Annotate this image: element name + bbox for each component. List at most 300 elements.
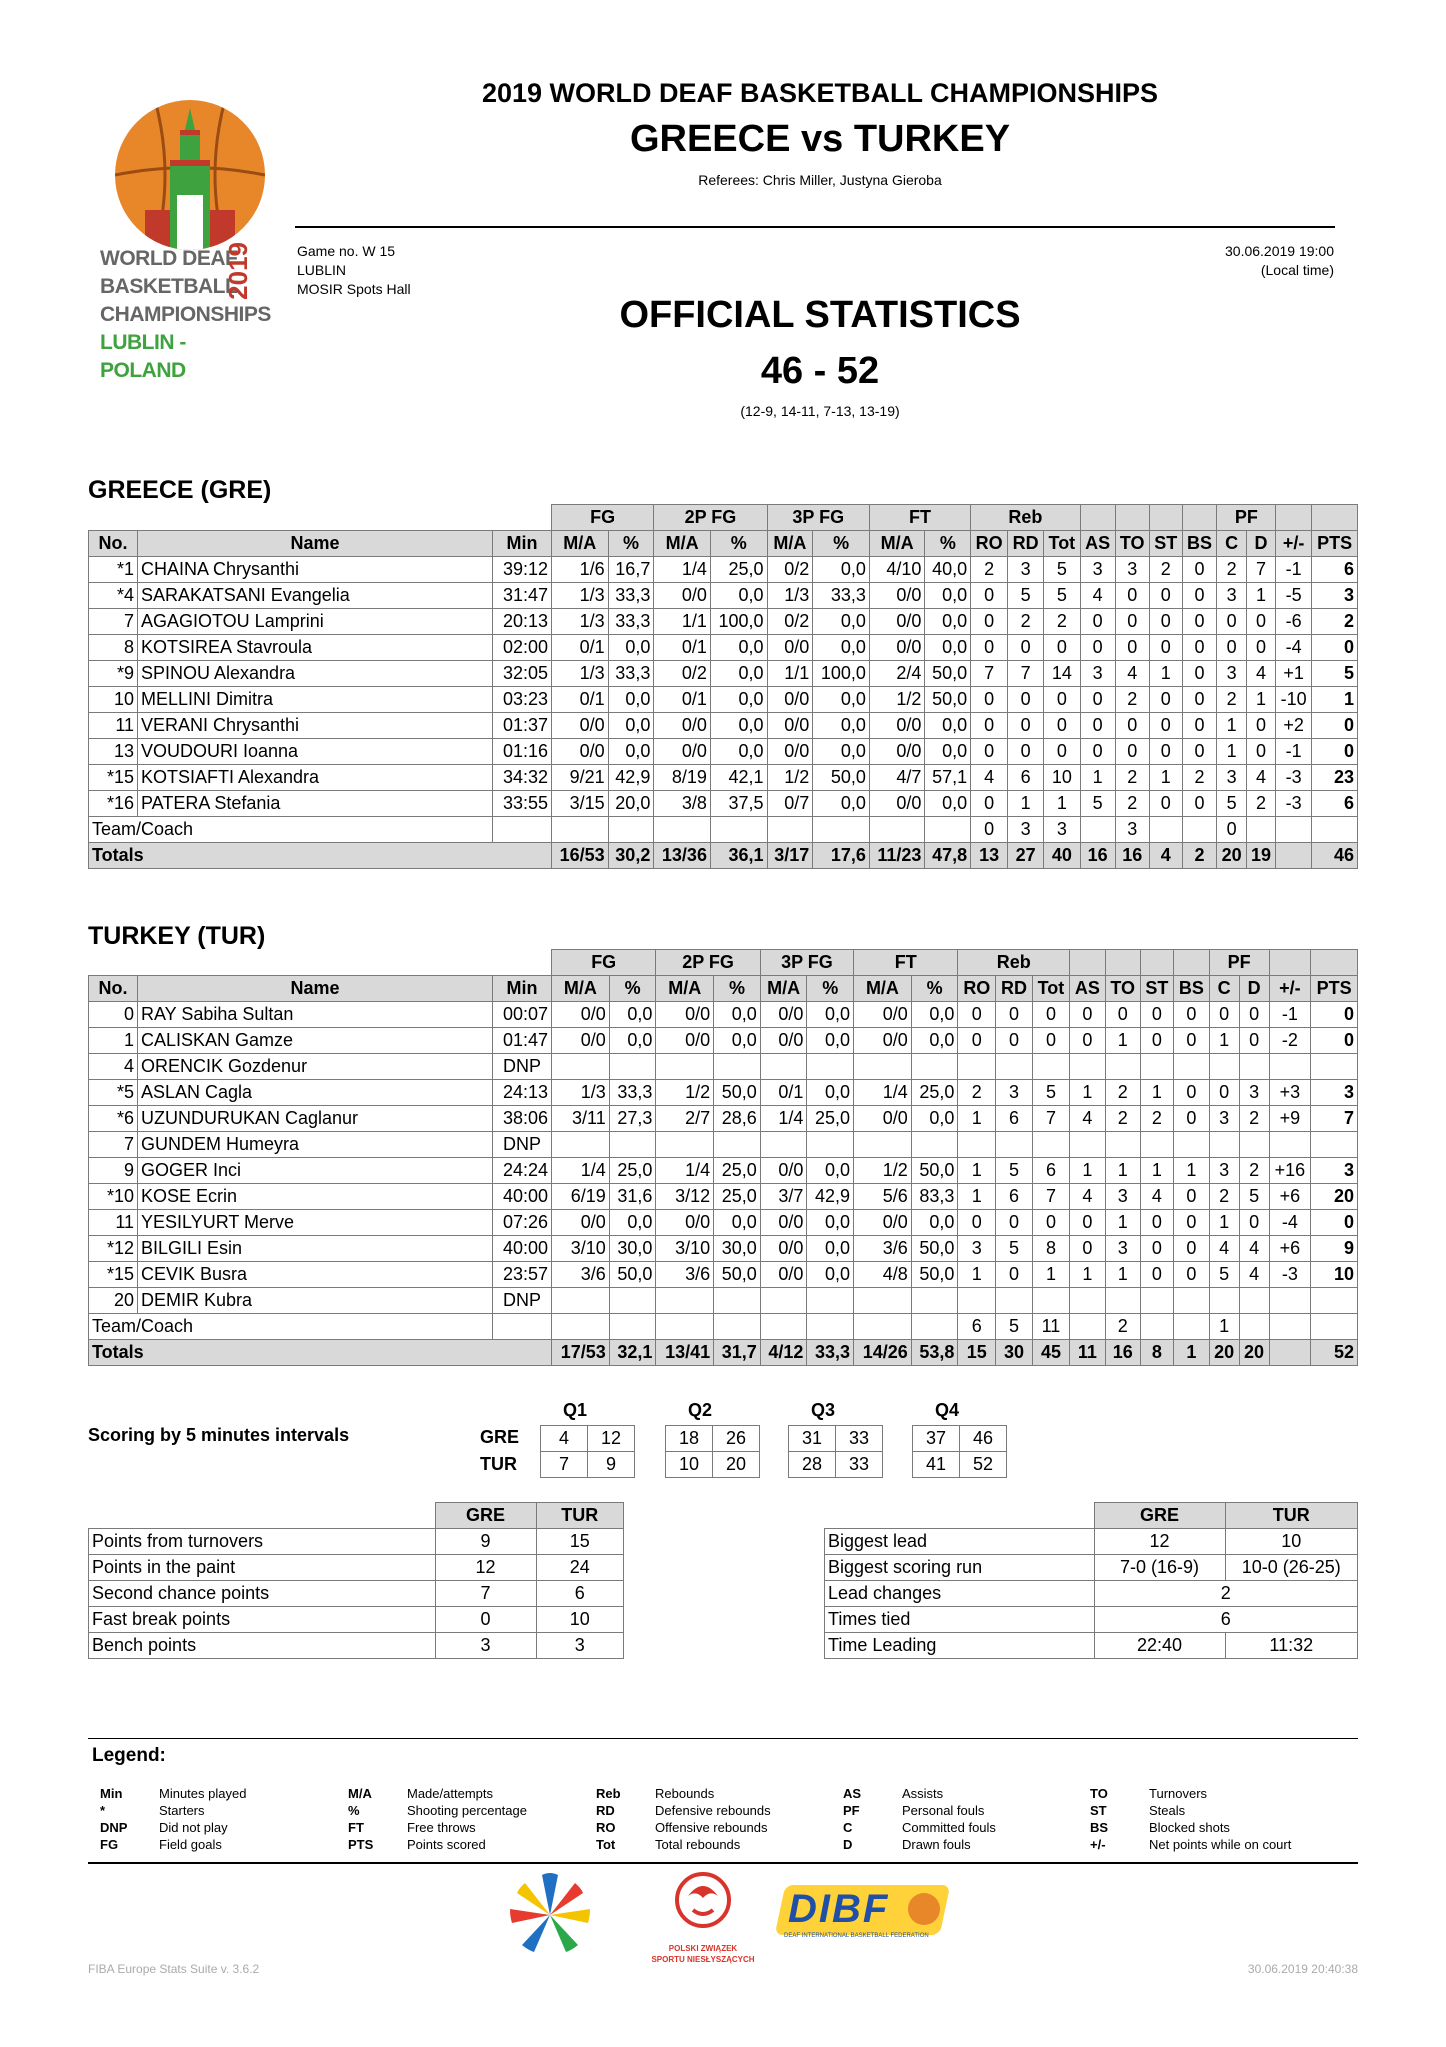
quarter-box: [665, 1425, 760, 1478]
player-stat: 0,0: [710, 661, 767, 687]
player-stat: 1: [1246, 583, 1275, 609]
player-stat: +1: [1276, 661, 1312, 687]
quarter-row-tur: [789, 1452, 883, 1478]
quarter-row-tur: [541, 1452, 635, 1478]
player-name: VERANI Chrysanthi: [138, 713, 493, 739]
empty-cell: [1140, 1288, 1173, 1314]
player-stat: 0/2: [654, 661, 711, 687]
player-stat: 1: [1149, 661, 1182, 687]
player-stat: 0/1: [654, 687, 711, 713]
player-stat: -3: [1269, 1262, 1311, 1288]
totals-value: 4/12: [760, 1340, 807, 1366]
player-row: [89, 557, 1358, 583]
player-stat: 0,0: [609, 1028, 656, 1054]
player-min: 40:00: [493, 1184, 552, 1210]
player-number: *16: [89, 791, 138, 817]
col-ro: RO: [971, 531, 1008, 557]
empty-cell: [1032, 1288, 1069, 1314]
legend-divider-bottom: [88, 1862, 1358, 1864]
player-stat: 0/0: [760, 1158, 807, 1184]
player-number: 11: [89, 1210, 138, 1236]
totals-value: 17/53: [552, 1340, 610, 1366]
player-row: [89, 1288, 1358, 1314]
empty-cell: [807, 1132, 854, 1158]
player-stat: 5: [1080, 791, 1115, 817]
player-number: 20: [89, 1288, 138, 1314]
player-stat: 5: [1044, 583, 1081, 609]
totals-row: [89, 1340, 1358, 1366]
col-name: Name: [138, 976, 493, 1002]
player-number: 8: [89, 635, 138, 661]
lead-label: Times tied: [825, 1607, 1095, 1633]
points-row: [89, 1529, 624, 1555]
empty-cell: [1105, 1288, 1140, 1314]
quarter-label: Q4: [934, 1400, 959, 1420]
player-stat: 0,0: [807, 1002, 854, 1028]
empty-cell: [1080, 817, 1115, 843]
col-pct: %: [911, 976, 958, 1002]
legend-abbr: %: [348, 1803, 360, 1818]
player-stat: 0,0: [807, 1080, 854, 1106]
player-stat: 0/0: [760, 1210, 807, 1236]
greece-stats-table: [88, 504, 1358, 869]
col-d: D: [1239, 976, 1269, 1002]
totals-value: 36,1: [710, 843, 767, 869]
points-tur: 24: [536, 1555, 624, 1581]
col-min: Min: [493, 976, 552, 1002]
col-group-group_fg: FG: [552, 950, 656, 976]
empty-cell: [714, 1288, 761, 1314]
player-stat: 2: [1239, 1158, 1269, 1184]
period-scores: (12-9, 14-11, 7-13, 13-19): [740, 403, 900, 419]
player-stat: 2/4: [869, 661, 925, 687]
empty-cell: [760, 1132, 807, 1158]
game-info: [297, 242, 411, 299]
player-stat: 0: [1044, 635, 1081, 661]
player-stat: 2: [1149, 557, 1182, 583]
player-stat: 3/15: [552, 791, 609, 817]
player-stat: 0: [1174, 1210, 1210, 1236]
player-stat: 1: [1105, 1262, 1140, 1288]
player-stat: 1/2: [767, 765, 813, 791]
points-tur: 15: [536, 1529, 624, 1555]
player-stat: 6: [1032, 1158, 1069, 1184]
player-stat: 0/0: [552, 1002, 610, 1028]
header-row-groups: [89, 505, 1358, 531]
interval-score: 33: [836, 1452, 883, 1478]
player-stat: 0: [1246, 635, 1275, 661]
player-stat: 0,0: [609, 1210, 656, 1236]
totals-value: 30: [996, 1340, 1033, 1366]
player-stat: 50,0: [925, 687, 971, 713]
empty-cell: [1032, 1132, 1069, 1158]
player-stat: 2: [1115, 791, 1149, 817]
player-stat: 0,0: [813, 609, 870, 635]
legend-abbr: D: [843, 1837, 853, 1852]
points-label: Points in the paint: [89, 1555, 436, 1581]
player-stat: 0: [1008, 713, 1044, 739]
lead-row-biggest_run: [825, 1555, 1358, 1581]
legend-desc: Points scored: [407, 1837, 486, 1852]
empty-cell: [552, 1054, 610, 1080]
player-row: [89, 1054, 1358, 1080]
totals-value: [1276, 843, 1312, 869]
empty-cell: [1032, 1054, 1069, 1080]
player-stat: -1: [1276, 557, 1312, 583]
empty-cell: [1070, 1288, 1106, 1314]
totals-value: 20: [1239, 1340, 1269, 1366]
footer-software: FIBA Europe Stats Suite v. 3.6.2: [88, 1962, 260, 1976]
player-stat: 0/2: [767, 557, 813, 583]
player-min: 40:00: [493, 1236, 552, 1262]
player-pts: 20: [1311, 1184, 1358, 1210]
pzsn-name: POLSKI ZWIĄZEK SPORTU NIESŁYSZĄCYCH: [651, 1944, 755, 1964]
player-stat: 33,3: [608, 583, 654, 609]
col-to: TO: [1105, 976, 1140, 1002]
player-pts: 1: [1312, 687, 1358, 713]
lead-tur: 10-0 (26-25): [1225, 1555, 1358, 1581]
player-number: 13: [89, 739, 138, 765]
lead-row-biggest_lead: [825, 1529, 1358, 1555]
totals-value: 20: [1217, 843, 1246, 869]
player-stat: 0: [1032, 1210, 1069, 1236]
totals-value: 16: [1105, 1340, 1140, 1366]
empty-cell: [1209, 1132, 1239, 1158]
legend-desc: Net points while on court: [1149, 1837, 1292, 1852]
player-stat: 1: [958, 1184, 996, 1210]
empty-cell: [552, 1288, 610, 1314]
empty-cell: [1105, 1054, 1140, 1080]
player-row: [89, 687, 1358, 713]
col-pm: +/-: [1269, 976, 1311, 1002]
empty-cell: [958, 1132, 996, 1158]
totals-value: 16/53: [552, 843, 609, 869]
player-pts: 3: [1311, 1158, 1358, 1184]
player-stat: 2: [1209, 1184, 1239, 1210]
player-stat: 0: [1080, 739, 1115, 765]
team-to: 2: [1105, 1314, 1140, 1340]
legend-abbr: FG: [100, 1837, 119, 1852]
player-row: [89, 1028, 1358, 1054]
player-min: 01:47: [493, 1028, 552, 1054]
totals-value: 4: [1149, 843, 1182, 869]
player-stat: 3/7: [760, 1184, 807, 1210]
empty-cell: [925, 817, 971, 843]
player-name: CALISKAN Gamze: [138, 1028, 493, 1054]
quarter-row-gre: [913, 1426, 1007, 1452]
player-stat: 5: [1217, 791, 1246, 817]
col-gre: GRE: [435, 1503, 536, 1529]
player-name: DEMIR Kubra: [138, 1288, 493, 1314]
totals-value: 1: [1174, 1340, 1210, 1366]
player-stat: 0,0: [813, 635, 870, 661]
player-stat: 0/0: [869, 583, 925, 609]
col-c: C: [1209, 976, 1239, 1002]
col-ma: M/A: [767, 531, 813, 557]
totals-value: 47,8: [925, 843, 971, 869]
empty-cell: [1209, 1288, 1239, 1314]
player-stat: 3: [1080, 557, 1115, 583]
empty-cell: [656, 1054, 714, 1080]
player-stat: 0: [958, 1028, 996, 1054]
totals-label: Totals: [89, 1340, 552, 1366]
player-pts: 6: [1312, 791, 1358, 817]
empty-cell: [609, 1132, 656, 1158]
player-stat: 25,0: [714, 1184, 761, 1210]
player-number: *10: [89, 1184, 138, 1210]
player-stat: 0,0: [807, 1028, 854, 1054]
player-row: [89, 1210, 1358, 1236]
legend-abbr: *: [100, 1803, 106, 1818]
col-group-group_fg: FG: [552, 505, 654, 531]
player-stat: 0: [1140, 1262, 1173, 1288]
points-gre: 12: [435, 1555, 536, 1581]
championship-logo: [100, 90, 280, 382]
col-group-group_2p: 2P FG: [656, 950, 760, 976]
empty-cell: [1311, 1054, 1358, 1080]
player-stat: 33,3: [609, 1080, 656, 1106]
player-stat: 0/0: [869, 635, 925, 661]
player-stat: 0: [1070, 1028, 1106, 1054]
empty-cell: [1239, 1054, 1269, 1080]
player-name: ASLAN Cagla: [138, 1080, 493, 1106]
empty-cell: [1311, 1132, 1358, 1158]
player-pts: 3: [1312, 583, 1358, 609]
player-stat: 1: [1070, 1158, 1106, 1184]
player-number: *12: [89, 1236, 138, 1262]
totals-value: 2: [1182, 843, 1217, 869]
player-row: [89, 635, 1358, 661]
legend-desc: Offensive rebounds: [655, 1820, 768, 1835]
player-stat: -1: [1269, 1002, 1311, 1028]
player-stat: 0,0: [911, 1028, 958, 1054]
empty-cell: [958, 1054, 996, 1080]
player-name: CEVIK Busra: [138, 1262, 493, 1288]
player-stat: 0: [1080, 713, 1115, 739]
player-stat: 0,0: [925, 609, 971, 635]
col-blank-as: [1070, 950, 1106, 976]
empty-cell: [911, 1288, 958, 1314]
player-stat: 3: [1105, 1184, 1140, 1210]
dibf-subtitle: DEAF INTERNATIONAL BASKETBALL FEDERATION: [784, 1933, 929, 1939]
player-stat: 1: [1105, 1158, 1140, 1184]
legend-abbr: +/-: [1090, 1837, 1106, 1852]
team-ro: 6: [958, 1314, 996, 1340]
player-stat: 1: [1140, 1158, 1173, 1184]
player-stat: 100,0: [813, 661, 870, 687]
player-stat: +6: [1269, 1236, 1311, 1262]
col-tur: TUR: [536, 1503, 624, 1529]
header-row-groups: [89, 950, 1358, 976]
player-name: GOGER Inci: [138, 1158, 493, 1184]
player-stat: 0,0: [813, 791, 870, 817]
player-min: 24:13: [493, 1080, 552, 1106]
legend-abbr: Reb: [596, 1786, 621, 1801]
legend-abbr: ST: [1090, 1803, 1107, 1818]
player-min: 39:12: [493, 557, 552, 583]
empty-cell: [1140, 1314, 1173, 1340]
team-ro: 0: [971, 817, 1008, 843]
player-stat: 3/8: [654, 791, 711, 817]
player-stat: 0,0: [609, 1002, 656, 1028]
player-stat: 3: [1217, 661, 1246, 687]
player-row: [89, 1002, 1358, 1028]
player-stat: 0: [996, 1002, 1033, 1028]
player-stat: 5: [1209, 1262, 1239, 1288]
empty-cell: [1239, 1132, 1269, 1158]
empty-cell: [656, 1132, 714, 1158]
player-stat: 2: [1140, 1106, 1173, 1132]
player-stat: 2: [1182, 765, 1217, 791]
player-stat: 2: [958, 1080, 996, 1106]
player-stat: 1/4: [854, 1080, 912, 1106]
col-blank-bs: [1182, 505, 1217, 531]
empty-cell: [760, 1314, 807, 1340]
col-blank-as: [1080, 505, 1115, 531]
player-stat: 0: [1105, 1002, 1140, 1028]
lead-header: [825, 1503, 1358, 1529]
player-stat: 0: [1217, 635, 1246, 661]
interval-score: 18: [666, 1426, 713, 1452]
player-stat: 0/0: [552, 739, 609, 765]
player-number: 7: [89, 609, 138, 635]
totals-value: 8: [1140, 1340, 1173, 1366]
col-bs: BS: [1182, 531, 1217, 557]
player-stat: 0/0: [854, 1028, 912, 1054]
player-stat: 2: [1044, 609, 1081, 635]
empty-cell: [1070, 1314, 1106, 1340]
quarter-label: Q2: [687, 1400, 712, 1420]
player-stat: 0: [971, 635, 1008, 661]
col-pct: %: [714, 976, 761, 1002]
player-stat: 50,0: [813, 765, 870, 791]
deaflympics-logo-icon: [505, 1870, 595, 1960]
quarter-box: [912, 1425, 1007, 1478]
interval-score: 46: [960, 1426, 1007, 1452]
totals-value: 31,7: [714, 1340, 761, 1366]
empty-cell: [609, 1054, 656, 1080]
player-stat: 0/0: [552, 713, 609, 739]
player-stat: 1/1: [654, 609, 711, 635]
col-tot: Tot: [1032, 976, 1069, 1002]
player-stat: 3: [1105, 1236, 1140, 1262]
player-stat: 0,0: [813, 557, 870, 583]
totals-value: 11/23: [869, 843, 925, 869]
empty-cell: [656, 1288, 714, 1314]
player-row: [89, 1184, 1358, 1210]
player-name: ORENCIK Gozdenur: [138, 1054, 493, 1080]
player-stat: 0: [1140, 1002, 1173, 1028]
player-stat: 0: [1217, 609, 1246, 635]
blank-header: [825, 1503, 1095, 1529]
player-stat: 1: [1217, 713, 1246, 739]
player-stat: 0: [971, 609, 1008, 635]
empty-cell: [1311, 1314, 1358, 1340]
empty-cell: [807, 1288, 854, 1314]
player-stat: 0: [1115, 739, 1149, 765]
lead-gre: 7-0 (16-9): [1094, 1555, 1225, 1581]
player-stat: 0,0: [807, 1236, 854, 1262]
player-name: UZUNDURUKAN Caglanur: [138, 1106, 493, 1132]
player-stat: 4: [971, 765, 1008, 791]
totals-value: 11: [1070, 1340, 1106, 1366]
quarter-row-gre: [789, 1426, 883, 1452]
points-tur: 3: [536, 1633, 624, 1659]
col-c: C: [1217, 531, 1246, 557]
player-stat: 2: [1246, 791, 1275, 817]
header-row-columns: [89, 976, 1358, 1002]
player-stat: +3: [1269, 1080, 1311, 1106]
legend-abbr: C: [843, 1820, 853, 1835]
interval-score: 37: [913, 1426, 960, 1452]
player-stat: 1/6: [552, 557, 609, 583]
interval-score: 31: [789, 1426, 836, 1452]
quarter-row-tur: [913, 1452, 1007, 1478]
player-number: *15: [89, 765, 138, 791]
col-no: No.: [89, 531, 138, 557]
player-stat: 83,3: [911, 1184, 958, 1210]
player-stat: 4: [1080, 583, 1115, 609]
empty-cell: [911, 1054, 958, 1080]
player-stat: 27,3: [609, 1106, 656, 1132]
player-stat: 0: [1239, 1002, 1269, 1028]
points-row: [89, 1555, 624, 1581]
lead-tur: 10: [1225, 1529, 1358, 1555]
empty-cell: [1269, 1054, 1311, 1080]
player-stat: 1: [1140, 1080, 1173, 1106]
empty-cell: [608, 817, 654, 843]
player-stat: 0: [1149, 635, 1182, 661]
player-number: *15: [89, 1262, 138, 1288]
player-stat: 0/0: [656, 1028, 714, 1054]
player-stat: 50,0: [911, 1262, 958, 1288]
empty-cell: [552, 1314, 610, 1340]
empty-cell: [854, 1054, 912, 1080]
player-stat: 6: [996, 1106, 1033, 1132]
quarter-label: Q1: [562, 1400, 587, 1420]
player-pts: 5: [1312, 661, 1358, 687]
interval-score: 41: [913, 1452, 960, 1478]
totals-value: 40: [1044, 843, 1081, 869]
player-stat: 0: [1246, 713, 1275, 739]
player-stat: -10: [1276, 687, 1312, 713]
player-number: *9: [89, 661, 138, 687]
empty-cell: [714, 1314, 761, 1340]
player-stat: 100,0: [710, 609, 767, 635]
player-stat: 3/10: [656, 1236, 714, 1262]
player-name: SARAKATSANI Evangelia: [138, 583, 493, 609]
player-stat: 0,0: [911, 1002, 958, 1028]
legend-abbr: AS: [843, 1786, 862, 1801]
points-header: [89, 1503, 624, 1529]
player-stat: 0: [1115, 635, 1149, 661]
player-stat: 0,0: [911, 1106, 958, 1132]
quarter-row-gre: [541, 1426, 635, 1452]
player-stat: 28,6: [714, 1106, 761, 1132]
player-stat: 4: [1209, 1236, 1239, 1262]
player-pts: 0: [1312, 739, 1358, 765]
empty-cell: [1070, 1132, 1106, 1158]
empty-cell: [1105, 1132, 1140, 1158]
player-stat: 0: [971, 583, 1008, 609]
legend-abbr: BS: [1090, 1820, 1109, 1835]
player-pts: 0: [1311, 1002, 1358, 1028]
player-name: RAY Sabiha Sultan: [138, 1002, 493, 1028]
player-stat: 3/6: [854, 1236, 912, 1262]
player-stat: 3: [1209, 1158, 1239, 1184]
team-coach-row: [89, 1314, 1358, 1340]
player-row: [89, 739, 1358, 765]
